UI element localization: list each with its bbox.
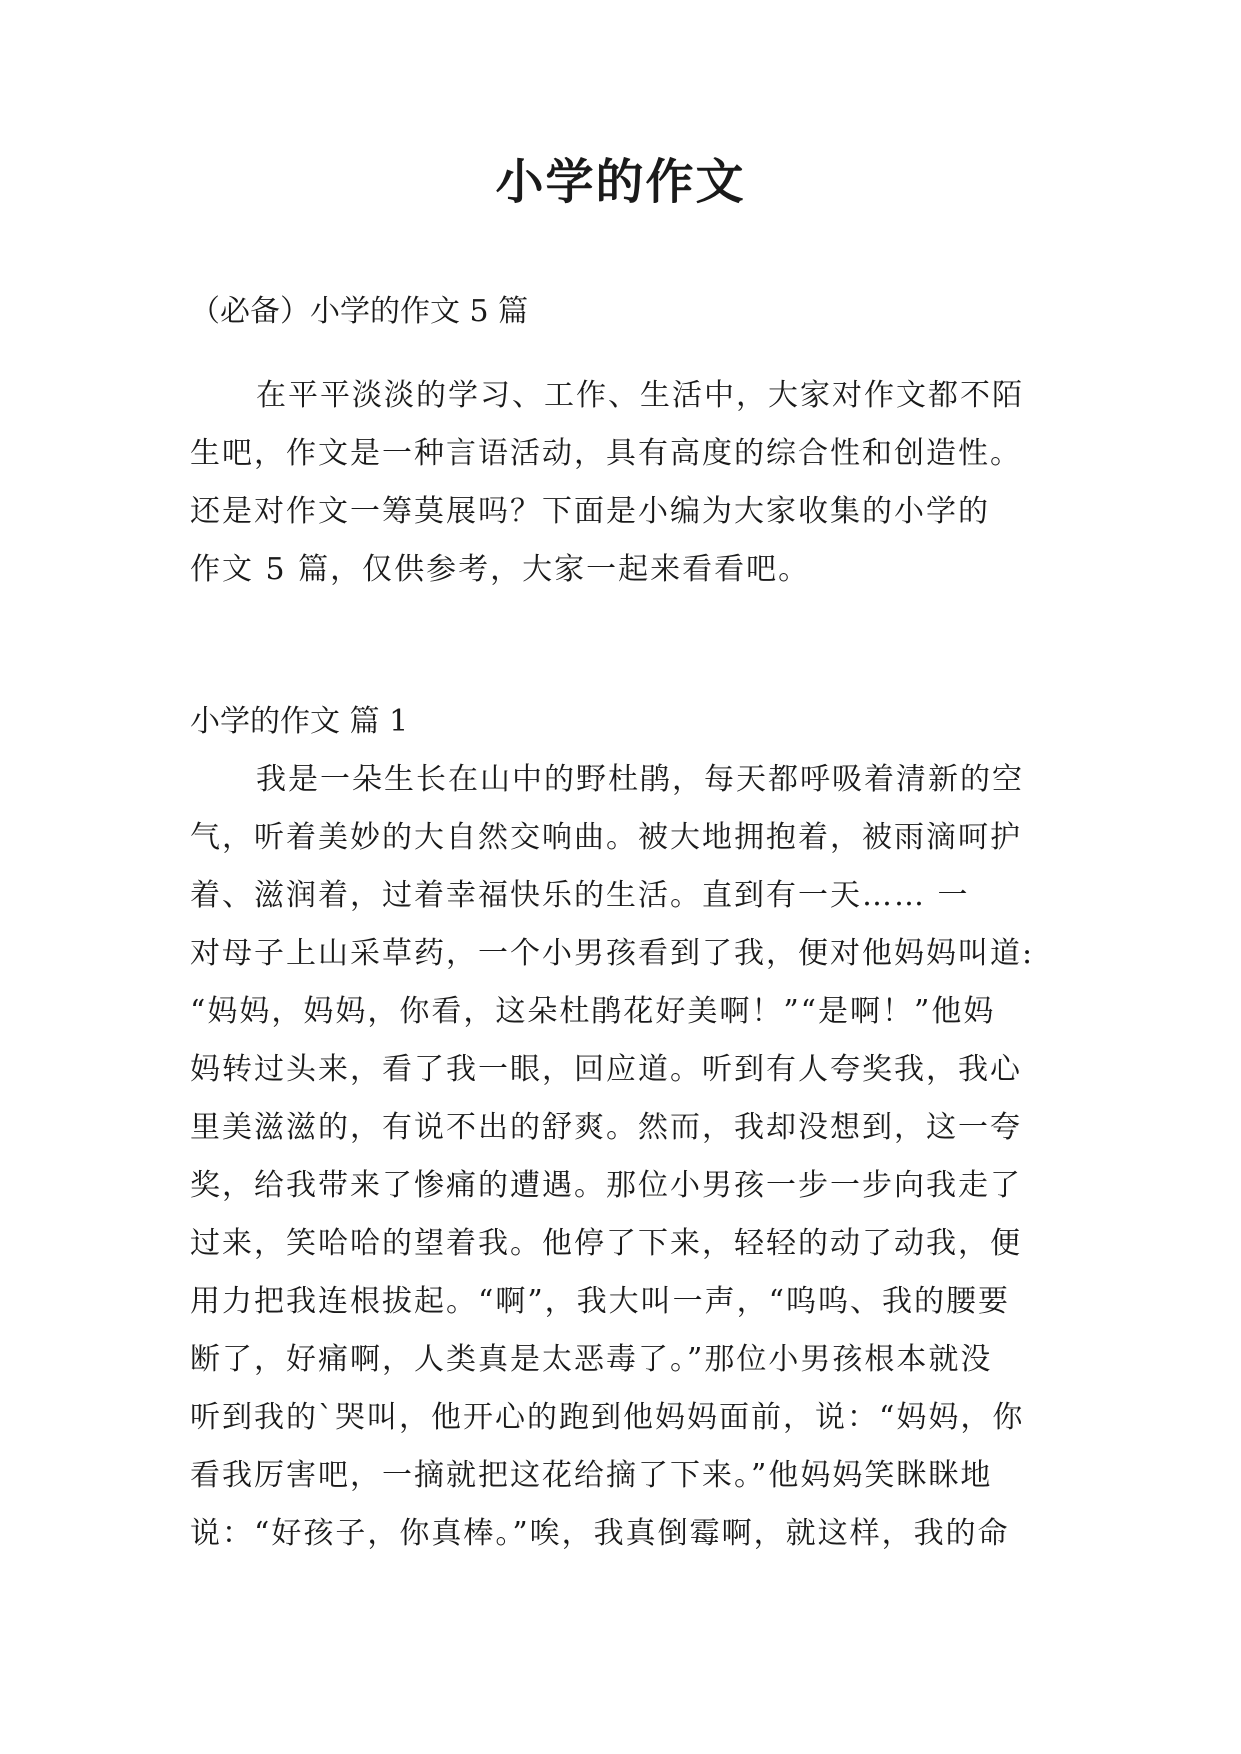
essay-line: 过来，笑哈哈的望着我。他停了下来，轻轻的动了动我，便 (190, 1226, 1022, 1261)
essay-line: 里美滋滋的，有说不出的舒爽。然而，我却没想到，这一夸 (190, 1110, 1022, 1145)
intro-line: 作文 5 篇，仅供参考，大家一起来看看吧。 (190, 552, 811, 587)
essay-line: 奖，给我带来了惨痛的遭遇。那位小男孩一步一步向我走了 (190, 1168, 1022, 1203)
intro-line: 在平平淡淡的学习、工作、生活中，大家对作文都不陌 (256, 378, 1024, 413)
intro-line: 生吧，作文是一种言语活动，具有高度的综合性和创造性。 (190, 436, 1022, 471)
document-title: 小学的作文 (495, 154, 746, 210)
essay-line: 看我厉害吧，一摘就把这花给摘了下来。”他妈妈笑眯眯地 (190, 1458, 993, 1493)
section-heading: 小学的作文 篇 1 (190, 704, 409, 739)
essay-line: 气，听着美妙的大自然交响曲。被大地拥抱着，被雨滴呵护 (190, 820, 1022, 855)
essay-line: 对母子上山采草药，一个小男孩看到了我，便对他妈妈叫道: (190, 936, 1035, 971)
essay-line: 我是一朵生长在山中的野杜鹃，每天都呼吸着清新的空 (256, 762, 1024, 797)
essay-line: 着、滋润着，过着幸福快乐的生活。直到有一天…… 一 (190, 878, 970, 913)
essay-line: 用力把我连根拔起。“啊”，我大叫一声，“呜呜、我的腰要 (190, 1284, 1011, 1319)
essay-line: 说：“好孩子，你真棒。”唉，我真倒霉啊，就这样，我的命 (190, 1516, 1010, 1551)
intro-line: 还是对作文一筹莫展吗？下面是小编为大家收集的小学的 (190, 494, 990, 529)
essay-line: 听到我的`哭叫，他开心的跑到他妈妈面前，说：“妈妈，你 (190, 1400, 1025, 1435)
document-subtitle: （必备）小学的作文 5 篇 (190, 294, 529, 329)
essay-line: “妈妈，妈妈，你看，这朵杜鹃花好美啊！”“是啊！”他妈 (190, 994, 996, 1029)
essay-line: 妈转过头来，看了我一眼，回应道。听到有人夸奖我，我心 (190, 1052, 1022, 1087)
essay-line: 断了，好痛啊，人类真是太恶毒了。”那位小男孩根本就没 (190, 1342, 993, 1377)
